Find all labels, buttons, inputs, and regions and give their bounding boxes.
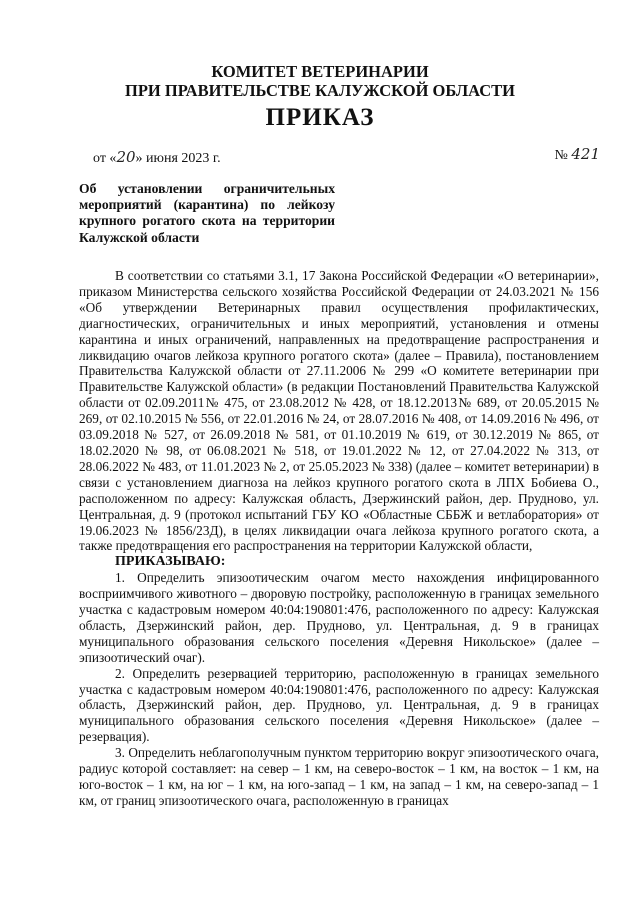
order-item-2: 2. Определить резервацией территорию, расположенную в границах земельного участка с кадастровым номером 40:04:190801:476, расположенного по адресу: Калужская область, Дзержинский район, дер. Прудново, ул. Центральная, д. 9 в границах муниципального образования сельского поселения «Деревня Никольское» (далее – резервация). — [79, 665, 599, 745]
order-heading: ПРИКАЗЫВАЮ: — [115, 554, 226, 570]
order-number-handwritten: 421 — [571, 145, 600, 163]
order-item-3: 3. Определить неблагополучным пунктом территорию вокруг эпизоотического очага, радиус которой составляет: на север – 1 км, на северо-восток – 1 км, на восток – 1 км, на юго-восток – 1 км, на юг – 1 км, на юго-запад – 1 км, на запад – 1 км, на северо-запад – 1 км, от границ эпизоотического очага, расположенную в границах — [79, 745, 599, 808]
order-subject: Об установлении ограничительных мероприятий (карантина) по лейкозу крупного рогатого скота на территории Калужской области — [79, 181, 335, 245]
document-body — [79, 268, 599, 809]
number-sign: № — [554, 148, 568, 163]
date-line — [93, 148, 221, 167]
date-suffix: » июня 2023 г. — [135, 151, 221, 166]
preamble-paragraph: В соответствии со статьями 3.1, 17 Закона Российской Федерации «О ветеринарии», приказом Министерства сельского хозяйства Российской Федерации от 24.03.2021 № 156 «Об утверждении Ветеринарных правил осуществления профилактических, диагностических, ограничительных и иных мероприятий, установления и отмены карантина и иных ограничений, направленных на предотвращение распространения и ликвидацию очагов лейкоза крупного рогатого скота» (далее – Правила), постановлением Правительства Калужской области от 27.11.2006 № 299 «О комитете ветеринарии при Правительстве Калужской области» (в редакции Постановлений Правительства Калужской области от 02.09.2011№ 475, от 23.08.2012 № 428, от 18.12.2013№ 689, от 20.05.2015 № 269, от 02.10.2015 № 556, от 22.01.2016 № 24, от 28.07.2016 № 408, от 14.09.2016 № 496, от 03.09.2018 № 527, от 26.09.2018 № 581, от 01.10.2019 № 619, от 30.12.2019 № 865, от 18.02.2020 № 98, от 06.08.2021 № 518, от 19.01.2022 № 12, от 27.04.2022 № 313, от 28.06.2022 № 483, от 11.01.2023 № 2, от 25.05.2023 № 338) (далее – комитет ветеринарии) в связи с установлением диагноза на лейкоз крупного рогатого скота в ЛПХ Бобиева О., расположенном по адресу: Калужская область, Дзержинский район, дер. Прудново, ул. Центральная, д. 9 (протокол испытаний ГБУ КО «Областные СББЖ и ветлаборатория» от 19.06.2023 № 1856/23Д), в целях ликвидации очага лейкоза крупного рогатого скота, а также предотвращения его распространения на территории Калужской области, — [79, 268, 599, 554]
organization-line-1: КОМИТЕТ ВЕТЕРИНАРИИ — [211, 62, 429, 81]
order-item-1: 1. Определить эпизоотическим очагом место нахождения инфицированного восприимчивого животного – дворовую постройку, расположенную в границах земельного участка с кадастровым номером 40:04:190801:476, расположенного по адресу: Калужская область, Дзержинский район, дер. Прудново, ул. Центральная, д. 9 в границах муниципального образования сельского поселения «Деревня Никольское» (далее – эпизоотический очаг). — [79, 570, 599, 665]
order-number — [555, 145, 601, 164]
date-day-handwritten: 20 — [116, 148, 136, 166]
organization-line-2: ПРИ ПРАВИТЕЛЬСТВЕ КАЛУЖСКОЙ ОБЛАСТИ — [125, 81, 515, 100]
document-title: ПРИКАЗ — [265, 104, 375, 131]
date-prefix: от « — [93, 151, 117, 166]
